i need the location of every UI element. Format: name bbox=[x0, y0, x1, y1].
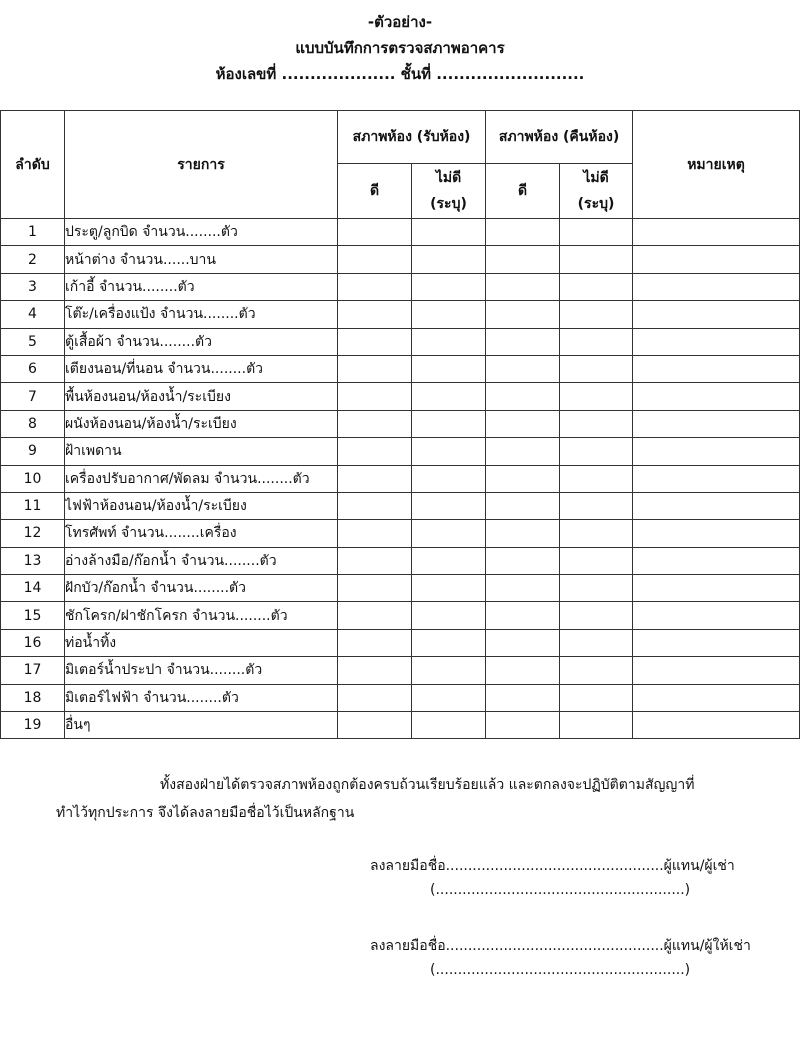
remark-cell bbox=[633, 273, 800, 300]
return-good-cell bbox=[486, 465, 560, 492]
remark-cell bbox=[633, 575, 800, 602]
col-receive-good: ดี bbox=[338, 164, 412, 219]
row-number: 17 bbox=[1, 657, 65, 684]
remark-cell bbox=[633, 219, 800, 246]
receive-not-good-cell bbox=[412, 273, 486, 300]
receive-not-good-cell bbox=[412, 355, 486, 382]
remark-cell bbox=[633, 684, 800, 711]
return-not-good-cell bbox=[560, 410, 633, 437]
table-row bbox=[1, 273, 800, 300]
row-item: ท่อน้ำทิ้ง bbox=[65, 629, 338, 656]
row-item: ตู้เสื้อผ้า จำนวน........ตัว bbox=[65, 328, 338, 355]
return-good-cell bbox=[486, 657, 560, 684]
receive-good-cell bbox=[338, 355, 412, 382]
receive-good-cell bbox=[338, 547, 412, 574]
table-row bbox=[1, 219, 800, 246]
col-return-not-good: ไม่ดี (ระบุ) bbox=[560, 164, 633, 219]
form-title: แบบบันทึกการตรวจสภาพอาคาร bbox=[295, 39, 505, 57]
col-remark-header: หมายเหตุ bbox=[633, 111, 800, 219]
row-number: 15 bbox=[1, 602, 65, 629]
row-item: หน้าต่าง จำนวน......บาน bbox=[65, 246, 338, 273]
table-row bbox=[1, 520, 800, 547]
receive-not-good-cell bbox=[412, 492, 486, 519]
receive-not-good-cell bbox=[412, 383, 486, 410]
receive-good-cell bbox=[338, 328, 412, 355]
receive-good-cell bbox=[338, 575, 412, 602]
receive-not-good-cell bbox=[412, 657, 486, 684]
row-number: 6 bbox=[1, 355, 65, 382]
return-good-cell bbox=[486, 328, 560, 355]
row-number: 16 bbox=[1, 629, 65, 656]
receive-good-cell bbox=[338, 438, 412, 465]
return-not-good-cell bbox=[560, 438, 633, 465]
remark-cell bbox=[633, 712, 800, 739]
remark-cell bbox=[633, 383, 800, 410]
return-good-cell bbox=[486, 355, 560, 382]
receive-good-cell bbox=[338, 657, 412, 684]
table-row bbox=[1, 492, 800, 519]
row-number: 7 bbox=[1, 383, 65, 410]
row-item: เก้าอี้ จำนวน........ตัว bbox=[65, 273, 338, 300]
receive-good-cell bbox=[338, 383, 412, 410]
receive-good-cell bbox=[338, 301, 412, 328]
room-line: ห้องเลขที่ .................... ชั้นที่ .......................... bbox=[215, 65, 585, 83]
remark-cell bbox=[633, 602, 800, 629]
receive-good-cell bbox=[338, 712, 412, 739]
statement-line-2: ทำไว้ทุกประการ จึงได้ลงลายมือชื่อไว้เป็นหลักฐาน bbox=[56, 805, 355, 821]
remark-cell bbox=[633, 657, 800, 684]
table-row bbox=[1, 465, 800, 492]
return-good-cell bbox=[486, 246, 560, 273]
table-row bbox=[1, 438, 800, 465]
return-not-good-cell bbox=[560, 520, 633, 547]
return-not-good-cell bbox=[560, 712, 633, 739]
remark-cell bbox=[633, 438, 800, 465]
return-not-good-cell bbox=[560, 465, 633, 492]
return-not-good-cell bbox=[560, 629, 633, 656]
row-number: 13 bbox=[1, 547, 65, 574]
receive-not-good-cell bbox=[412, 246, 486, 273]
table-row bbox=[1, 328, 800, 355]
row-number: 18 bbox=[1, 684, 65, 711]
receive-good-cell bbox=[338, 246, 412, 273]
row-item: มิเตอร์น้ำประปา จำนวน........ตัว bbox=[65, 657, 338, 684]
return-good-cell bbox=[486, 712, 560, 739]
receive-not-good-cell bbox=[412, 547, 486, 574]
statement-line-1: ทั้งสองฝ่ายได้ตรวจสภาพห้องถูกต้องครบถ้วนเรียบร้อยแล้ว และตกลงจะปฏิบัติตามสัญญาที่ bbox=[160, 777, 695, 793]
col-return-good: ดี bbox=[486, 164, 560, 219]
table-row bbox=[1, 383, 800, 410]
receive-not-good-cell bbox=[412, 328, 486, 355]
remark-cell bbox=[633, 520, 800, 547]
row-number: 5 bbox=[1, 328, 65, 355]
row-item: ฝักบัว/ก๊อกน้ำ จำนวน........ตัว bbox=[65, 575, 338, 602]
col-return-header: สภาพห้อง (คืนห้อง) bbox=[486, 111, 633, 164]
return-good-cell bbox=[486, 273, 560, 300]
return-not-good-cell bbox=[560, 355, 633, 382]
row-item: ฝ้าเพดาน bbox=[65, 438, 338, 465]
return-not-good-cell bbox=[560, 684, 633, 711]
row-number: 14 bbox=[1, 575, 65, 602]
return-not-good-cell bbox=[560, 301, 633, 328]
receive-good-cell bbox=[338, 219, 412, 246]
row-item: เครื่องปรับอากาศ/พัดลม จำนวน........ตัว bbox=[65, 465, 338, 492]
row-number: 3 bbox=[1, 273, 65, 300]
receive-good-cell bbox=[338, 492, 412, 519]
row-number: 9 bbox=[1, 438, 65, 465]
row-item: ไฟฟ้าห้องนอน/ห้องน้ำ/ระเบียง bbox=[65, 492, 338, 519]
return-not-good-cell bbox=[560, 492, 633, 519]
landlord-signature-line: ลงลายมือชื่อ.................................................ผู้แทน/ผู้ให้เช่า bbox=[370, 938, 751, 954]
receive-not-good-cell bbox=[412, 684, 486, 711]
return-not-good-cell bbox=[560, 575, 633, 602]
row-item: เตียงนอน/ที่นอน จำนวน........ตัว bbox=[65, 355, 338, 382]
return-good-cell bbox=[486, 438, 560, 465]
table-row bbox=[1, 410, 800, 437]
row-item: อ่างล้างมือ/ก๊อกน้ำ จำนวน........ตัว bbox=[65, 547, 338, 574]
return-good-cell bbox=[486, 410, 560, 437]
table-row bbox=[1, 355, 800, 382]
remark-cell bbox=[633, 465, 800, 492]
return-good-cell bbox=[486, 492, 560, 519]
return-good-cell bbox=[486, 383, 560, 410]
col-item-header: รายการ bbox=[65, 111, 338, 219]
return-good-cell bbox=[486, 547, 560, 574]
receive-not-good-cell bbox=[412, 301, 486, 328]
receive-good-cell bbox=[338, 602, 412, 629]
table-row bbox=[1, 602, 800, 629]
row-item: โทรศัพท์ จำนวน........เครื่อง bbox=[65, 520, 338, 547]
row-item: ผนังห้องนอน/ห้องน้ำ/ระเบียง bbox=[65, 410, 338, 437]
return-not-good-cell bbox=[560, 383, 633, 410]
receive-not-good-cell bbox=[412, 712, 486, 739]
row-item: อื่นๆ bbox=[65, 712, 338, 739]
receive-good-cell bbox=[338, 520, 412, 547]
receive-not-good-cell bbox=[412, 520, 486, 547]
row-number: 8 bbox=[1, 410, 65, 437]
row-item: พื้นห้องนอน/ห้องน้ำ/ระเบียง bbox=[65, 383, 338, 410]
return-not-good-cell bbox=[560, 273, 633, 300]
row-item: ชักโครก/ฝาชักโครก จำนวน........ตัว bbox=[65, 602, 338, 629]
inspection-table bbox=[0, 110, 800, 739]
receive-good-cell bbox=[338, 684, 412, 711]
row-number: 11 bbox=[1, 492, 65, 519]
return-good-cell bbox=[486, 301, 560, 328]
return-not-good-cell bbox=[560, 246, 633, 273]
remark-cell bbox=[633, 301, 800, 328]
remark-cell bbox=[633, 547, 800, 574]
return-not-good-cell bbox=[560, 219, 633, 246]
row-item: โต๊ะ/เครื่องแป้ง จำนวน........ตัว bbox=[65, 301, 338, 328]
return-good-cell bbox=[486, 602, 560, 629]
receive-good-cell bbox=[338, 629, 412, 656]
row-item: มิเตอร์ไฟฟ้า จำนวน........ตัว bbox=[65, 684, 338, 711]
col-receive-header: สภาพห้อง (รับห้อง) bbox=[338, 111, 486, 164]
table-row bbox=[1, 246, 800, 273]
receive-not-good-cell bbox=[412, 410, 486, 437]
tenant-name-line: (........................................................) bbox=[430, 882, 691, 898]
return-not-good-cell bbox=[560, 328, 633, 355]
row-number: 2 bbox=[1, 246, 65, 273]
remark-cell bbox=[633, 355, 800, 382]
table-row bbox=[1, 575, 800, 602]
return-good-cell bbox=[486, 520, 560, 547]
table-row bbox=[1, 547, 800, 574]
return-good-cell bbox=[486, 684, 560, 711]
remark-cell bbox=[633, 328, 800, 355]
receive-good-cell bbox=[338, 273, 412, 300]
return-good-cell bbox=[486, 575, 560, 602]
row-number: 1 bbox=[1, 219, 65, 246]
example-label: -ตัวอย่าง- bbox=[367, 13, 433, 31]
tenant-signature-line: ลงลายมือชื่อ.................................................ผู้แทน/ผู้เช่า bbox=[370, 858, 735, 874]
table-row bbox=[1, 684, 800, 711]
return-good-cell bbox=[486, 629, 560, 656]
row-number: 12 bbox=[1, 520, 65, 547]
table-row bbox=[1, 301, 800, 328]
table-row bbox=[1, 629, 800, 656]
receive-not-good-cell bbox=[412, 438, 486, 465]
receive-not-good-cell bbox=[412, 602, 486, 629]
remark-cell bbox=[633, 410, 800, 437]
row-number: 10 bbox=[1, 465, 65, 492]
return-not-good-cell bbox=[560, 657, 633, 684]
landlord-name-line: (........................................................) bbox=[430, 962, 691, 978]
receive-not-good-cell bbox=[412, 465, 486, 492]
col-no-header: ลำดับ bbox=[1, 111, 65, 219]
col-receive-not-good: ไม่ดี (ระบุ) bbox=[412, 164, 486, 219]
remark-cell bbox=[633, 629, 800, 656]
row-number: 4 bbox=[1, 301, 65, 328]
receive-good-cell bbox=[338, 465, 412, 492]
receive-not-good-cell bbox=[412, 575, 486, 602]
return-good-cell bbox=[486, 219, 560, 246]
row-number: 19 bbox=[1, 712, 65, 739]
receive-good-cell bbox=[338, 410, 412, 437]
receive-not-good-cell bbox=[412, 219, 486, 246]
table-row bbox=[1, 657, 800, 684]
return-not-good-cell bbox=[560, 602, 633, 629]
remark-cell bbox=[633, 246, 800, 273]
receive-not-good-cell bbox=[412, 629, 486, 656]
table-row bbox=[1, 712, 800, 739]
row-item: ประตู/ลูกบิด จำนวน........ตัว bbox=[65, 219, 338, 246]
remark-cell bbox=[633, 492, 800, 519]
return-not-good-cell bbox=[560, 547, 633, 574]
